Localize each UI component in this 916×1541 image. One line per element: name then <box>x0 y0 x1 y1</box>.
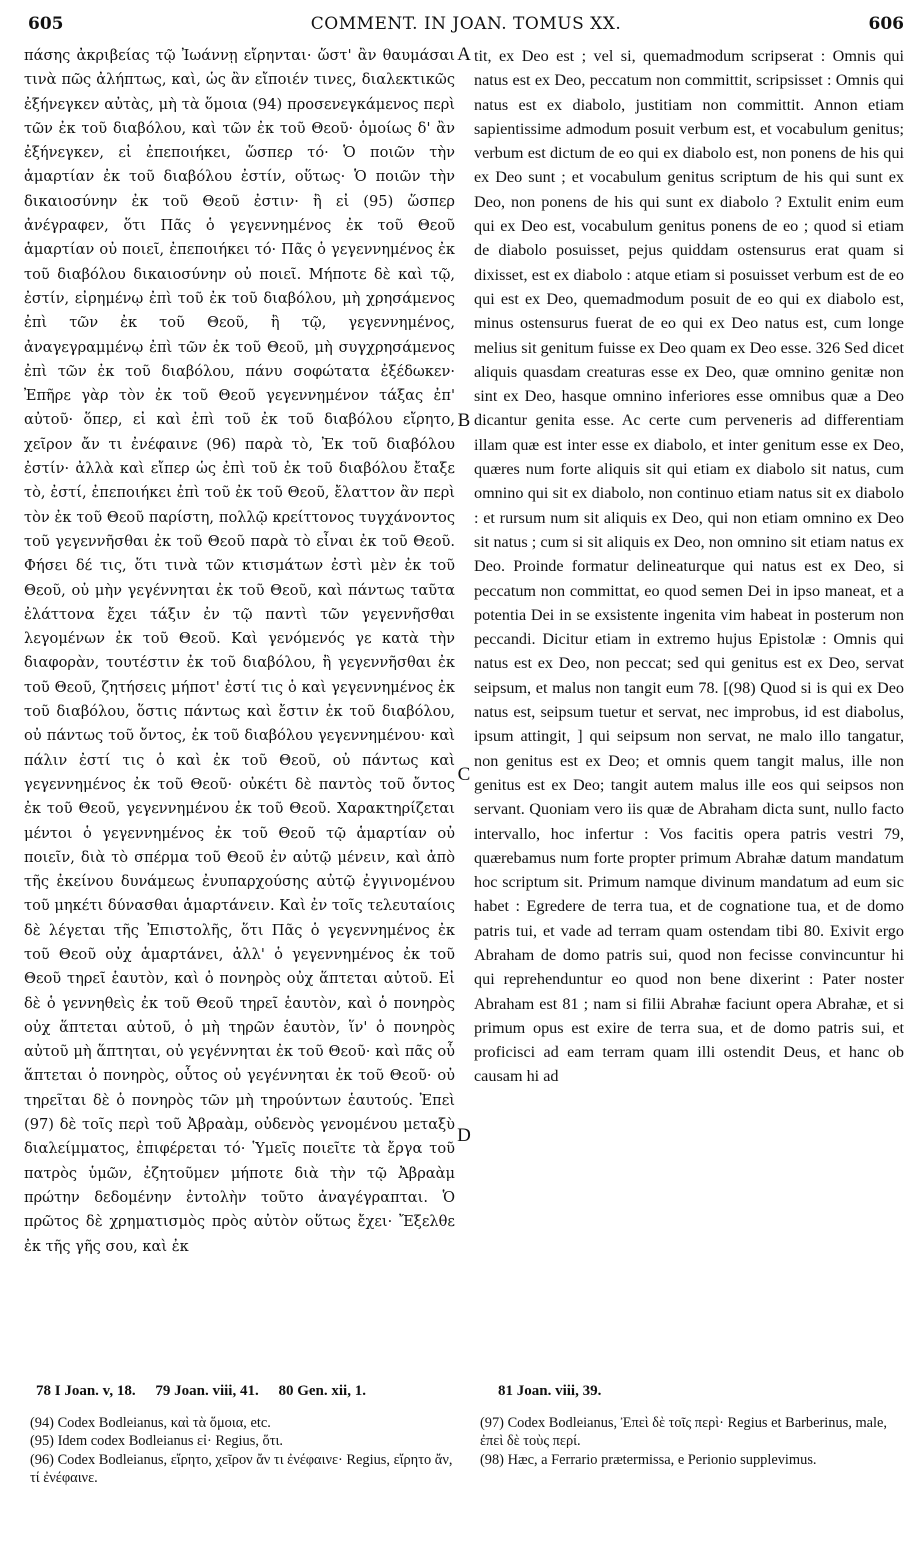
scripture-references-left <box>36 1383 366 1400</box>
page-number-right: 606 <box>868 14 904 34</box>
footnote: (94) Codex Bodleianus, καὶ τὰ ὅμοια, etc. <box>30 1415 271 1431</box>
latin-column <box>474 44 904 1372</box>
scripture-references <box>24 1383 904 1407</box>
greek-text: πάσης ἀκριβείας τῷ Ἰωάννῃ εἴρηνται· ὥστ' ἂν θαυμάσαι τινὰ πῶς ἀλήπτως, καὶ, ὡς ἂν εἴποιέν τινες, διαλεκτικῶς ἐξήνεγκεν αὐτὰς, μὴ τὰ ὅμοια (94) προσενεγκάμενος περὶ τῶν ἐκ τοῦ διαβόλου, καὶ τῶν ἐκ τοῦ Θεοῦ· ὁμοίως δ' ἂν ἐξήνεγκεν, εἰ ἐπεποιήκει, ὥσπερ τό· Ὁ ποιῶν τὴν ἁμαρτίαν ἐκ τοῦ διαβόλου ἐστίν, οὕτως· Ὁ ποιῶν τὴν δικαιοσύνην ἐκ τοῦ Θεοῦ ἐστιν· ἢ εἰ (95) ὥσπερ ἀνέγραφεν, ὅτι Πᾶς ὁ γεγεννημένος ἐκ τοῦ Θεοῦ ἁμαρτίαν οὐ ποιεῖ, ἐπεποιήκει τό· Πᾶς ὁ γεγεννημένος ἐκ τοῦ διαβόλου δικαιοσύνην οὐ ποιεῖ. Μήποτε δὲ καὶ τῷ, ἐστίν, εἰρημένῳ ἐπὶ τοῦ ἐκ τοῦ διαβόλου, μὴ χρησάμενος ἐπὶ τῶν ἐκ τοῦ Θεοῦ, ἢ τῷ, γεγεννημένος, ἀναγεγραμμένῳ ἐπὶ τῶν ἐκ τοῦ Θεοῦ, μὴ συγχρησάμενος ἐπὶ τῶν ἐκ τοῦ διαβόλου, πάνυ σοφώτατα ἐξέδωκεν· Ἐπῆρε γὰρ τὸν ἐκ τοῦ Θεοῦ γεγεννημένον τάξας ἐπ' αὐτοῦ· ὅπερ, εἰ καὶ ἐπὶ τοῦ ἐκ τοῦ διαβόλου εἴρητο, χεῖρον ἄν τι ἐνέφαινε (96) παρὰ τὸ, Ἐκ τοῦ διαβόλου ἐστίν· ἀλλὰ καὶ εἴπερ ὡς ἐπὶ τοῦ ἐκ τοῦ διαβόλου ἔταξε τὸ, ἐστί, ἐπεποιήκει ἐπὶ τοῦ ἐκ τοῦ Θεοῦ, ἔλαττον ἂν περὶ τὸν ἐκ τοῦ Θεοῦ παρίστη, πολλῷ κρείττονος τυγχάνοντος τοῦ γεγεννῆσθαι ἐκ τοῦ Θεοῦ παρὰ τὸ εἶναι ἐκ τοῦ Θεοῦ. Φήσει δέ τις, ὅτι τινὰ τῶν κτισμάτων ἐστὶ μὲν ἐκ τοῦ Θεοῦ, οὐ μὴν γεγέννηται ἐκ τοῦ Θεοῦ, καὶ πάντως ταῦτα ἐλάττονα ἔχει τάξιν ἐν τῷ παντὶ τῶν γεγεννῆσθαι λεγομένων ἐκ τοῦ Θεοῦ. Καὶ γενόμενός γε κατὰ τὴν διαφορὰν, τουτέστιν ἐκ τοῦ διαβόλου, ἢ γεγεννῆσθαι ἐκ τοῦ Θεοῦ, ζητήσεις μήποτ' ἐστί τις ὁ καὶ γεγεννημένος ἐκ τοῦ διαβόλου, ὅστις πάντως καὶ ἔστιν ἐκ τοῦ διαβόλου, οὐ πάντως τοῦ ὄντος, ἐκ τοῦ διαβόλου γεγεννημένου· καὶ πάλιν ἐστί τις ὁ καὶ ἐκ τοῦ Θεοῦ, οὐ πάντως καὶ γεγεννημένος ἐκ τοῦ Θεοῦ· οὐκέτι δὲ παντὸς τοῦ ὄντος ἐκ τοῦ Θεοῦ, γεγεννημένου ἐκ τοῦ Θεοῦ. Χαρακτηρίζεται μέντοι ὁ γεγεννημένος ἐκ τοῦ Θεοῦ τῷ ἁμαρτίαν οὐ ποιεῖν, διὰ τὸ σπέρμα τοῦ Θεοῦ ἐν αὐτῷ μένειν, καὶ ἀπὸ τῆς ἐκείνου δυνάμεως ἐνυπαρχούσης αὐτῷ ἐγγινομένου τοῦ μηκέτι δύνασθαι ἁμαρτάνειν. Καὶ ἐν τοῖς τελευταίοις δὲ λέγεται τῆς Ἐπιστολῆς, ὅτι Πᾶς ὁ γεγεννημένος ἐκ τοῦ Θεοῦ οὐχ ἁμαρτάνει, ἀλλ' ὁ γεγεννημένος ἐκ τοῦ Θεοῦ τηρεῖ ἑαυτὸν, καὶ ὁ πονηρὸς οὐχ ἅπτεται αὐτοῦ. Εἰ δὲ ὁ γεννηθεὶς ἐκ τοῦ Θεοῦ τηρεῖ ἑαυτὸν, καὶ ὁ πονηρὸς οὐχ ἅπτεται αὐτοῦ, ὁ μὴ τηρῶν ἑαυτὸν, ἵν' ὁ πονηρὸς αὐτοῦ μὴ ἅπτηται, οὐ γεγέννηται ἐκ τοῦ Θεοῦ· καὶ πᾶς οὗ ἅπτεται ὁ πονηρὸς, οὗτος οὐ γεγέννηται ἐκ τοῦ Θεοῦ· οὐ τηρεῖται δὲ ὁ πονηρὸς τῶν μὴ τηρούντων ἑαυτούς. Ἐπεὶ (97) δὲ τοῖς περὶ τοῦ Ἀβραὰμ, οὐδενὸς γενομένου μεταξὺ διαλείμματος, ἐπιφέρεται τό· Ὑμεῖς ποιεῖτε τὰ ἔργα τοῦ πατρὸς ὑμῶν, ἐζητοῦμεν μήποτε διὰ τὴν τῷ Ἀβραὰμ πρώτην δεδομένην ἐντολὴν τοῦτο ἀναγέγραπται. Ὁ πρῶτος δὲ χρηματισμὸς πρὸς αὐτὸν οὕτως ἔχει· Ἔξελθε ἐκ τῆς γῆς σου, καὶ ἐκ <box>24 47 455 1255</box>
footnote: (95) Idem codex Bodleianus εἰ· Regius, ὅτι. <box>30 1433 283 1450</box>
running-header <box>28 14 904 40</box>
latin-text: tit, ex Deo est ; vel si, quemadmodum scripserat : Omnis qui natus est ex Deo, peccatum non committit, scripsisset : Omnis qui natus est ex diabolo, justitiam non committit. Annon etiam sapientissime admodum posuit verbum est, et vocabulum genitus; verbum est dictum de eo qui ex diabolo est, non ponens de his qui ex Deo sunt ; et vocabulum genitus scriptum de his qui sunt ex Deo, non ponens de his qui sunt ex diabolo ? Extulit enim eum qui ex Deo est, vocabulum genitus ponens de eo ; quod si etiam de diabolo posuisset, pejus quiddam ostensurus erat quam si dixisset, est ex diabolo : atque etiam si posuisset verbum est de eo qui est ex Deo, quemadmodum posuit de eo qui ex diabolo est, minus ostensurus fuerat de eo qui ex Deo natus est, cum longe melius sit genitum fuisse ex Deo quam ex Deo esse. 326 Sed dicet aliquis quasdam creaturas esse ex Deo, quæ omnino genitæ non sint ex Deo, hasque omnino inferiores esse omnibus quæ a Deo dicantur genita esse. Ac certe cum perveneris ad differentiam illam quæ est inter esse ex diabolo, et inter genitum esse ex Deo, quæres num forte aliquis sit qui etiam ex diabolo sit natus, cum omnino qui sit ex diabolo, non continuo etiam natus sit ex diabolo : et rursum num sit aliquis ex Deo, qui non etiam omnino ex Deo sit natus ; cum si sit aliquis ex Deo, non omnino sit etiam natus ex Deo. Proinde formatur delineaturque qui natus est ex Deo, si peccatum non committat, eo quod semen Dei in ipso maneat, et a potentia Dei in se exsistente ingenita vim habeat in posterum non peccandi. Dicitur etiam in extremo hujus Epistolæ : Omnis qui natus est ex Deo, non peccat; sed qui genitus est ex Deo, servat seipsum, et malus non tangit eum 78. [(98) Quod si is qui ex Deo natus est, seipsum tuetur et servat, nec improbus, id est diabolus, ipsum attingit, ] qui seipsum non servat, ne malo illo tangatur, non genitus est ex Deo; et omnis quem tangit malus, ille non genitus est ex Deo; tangit autem malus ille eos qui seipsos non servant. Quoniam vero iis quæ de Abraham dicta sunt, nullo facto intervallo, hoc infertur : Vos facitis opera patris vestri 79, quærebamus num forte propter primum Abrahæ datum mandatum hoc scriptum sit. Primum namque divinum mandatum ad eum sic habet : Egredere de terra tua, et de cognatione tua, et de domo patris tui, et vade ad terram quam ostendam tibi 80. Exivit ergo Abraham de domo patris sui, quod non fecisse convincuntur hi qui reprehenduntur eo quod non bene dixerint : Pater noster Abraham est 81 ; nam si filii Abrahæ faciunt opera Abrahæ, et si primum opus est exire de terra sua, et de domo patris sui, et proficisci ad eam terram quam illi ostendit Deus, et hanc ob causam hi ad <box>474 47 904 1086</box>
margin-marker-a: A <box>457 44 471 65</box>
footnote: (96) Codex Bodleianus, εἴρητο, χεῖρον ἄν τι ἐνέφαινε· Regius, εἴρητο ἄν, τί ἐνέφαινε. <box>30 1451 453 1487</box>
footnote: (98) Hæc, a Ferrario prætermissa, e Perionio supplevimus. <box>480 1451 817 1468</box>
greek-column <box>24 44 455 1372</box>
scripture-ref: 79 Joan. viii, 41. <box>155 1383 259 1399</box>
footnotes-left <box>30 1414 455 1488</box>
margin-marker-d: D <box>457 1125 471 1146</box>
margin-marker-c: C <box>457 764 471 785</box>
footnotes-right <box>480 1414 904 1469</box>
scripture-ref: 81 Joan. viii, 39. <box>498 1383 602 1399</box>
scripture-ref: 80 Gen. xii, 1. <box>278 1383 366 1399</box>
page-number-left: 605 <box>28 14 64 34</box>
scripture-references-right <box>498 1383 601 1400</box>
scripture-ref: 78 I Joan. v, 18. <box>36 1383 136 1399</box>
running-title: COMMENT. IN JOAN. TOMUS XX. <box>310 14 622 34</box>
footnote: (97) Codex Bodleianus, Ἐπεὶ δὲ τοῖς περὶ· Regius et Barberinus, male, ἐπεὶ δὲ τοὺς περί. <box>480 1415 888 1450</box>
margin-marker-b: B <box>457 410 471 431</box>
